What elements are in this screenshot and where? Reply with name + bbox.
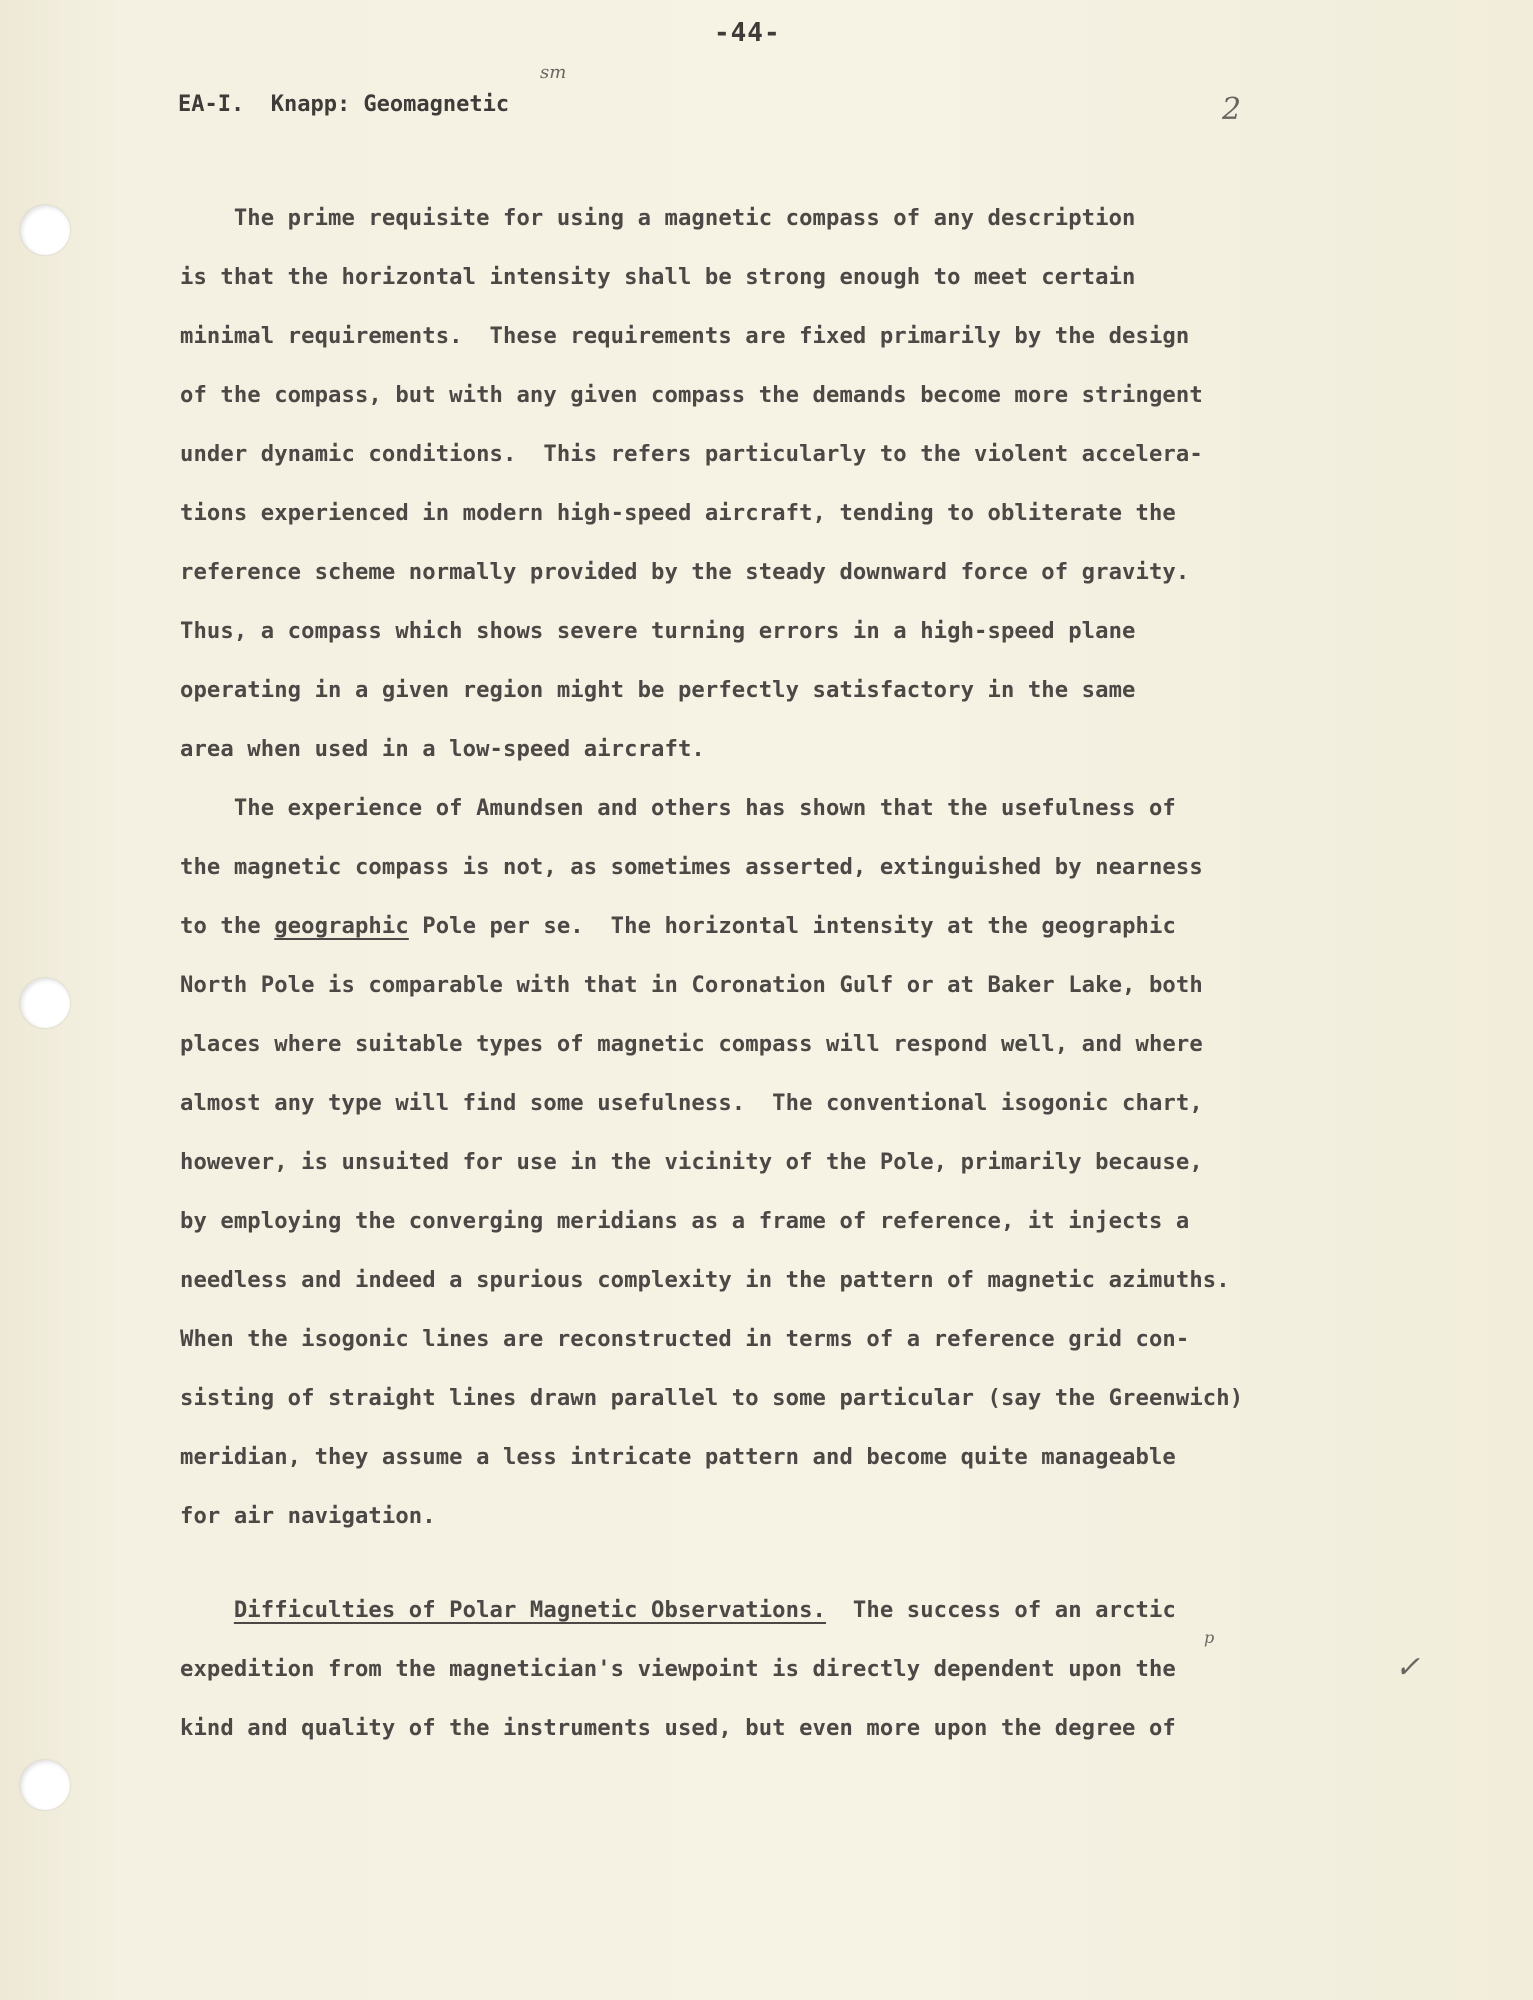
text-line: kind and quality of the instruments used, but even more upon the degree of	[180, 1715, 1176, 1741]
margin-number: 2	[1222, 92, 1242, 127]
underlined-word: geographic	[274, 913, 409, 939]
handwritten-insert: sm	[540, 62, 567, 83]
text-line: The experience of Amundsen and others has shown that the usefulness of	[180, 795, 1176, 821]
text-line: by employing the converging meridians as a frame of reference, it injects a	[180, 1208, 1190, 1234]
text-line: minimal requirements. These requirements are fixed primarily by the design	[180, 323, 1190, 349]
text-line: almost any type will find some usefulness. The conventional isogonic chart,	[180, 1090, 1203, 1116]
document-header: EA-I. Knapp: Geomagnetic	[178, 92, 510, 117]
text-line: area when used in a low-speed aircraft.	[180, 736, 705, 762]
text-line: meridian, they assume a less intricate pattern and become quite manageable	[180, 1444, 1176, 1470]
text-line: reference scheme normally provided by the steady downward force of gravity.	[180, 559, 1190, 585]
text-line: needless and indeed a spurious complexity in the pattern of magnetic azimuths.	[180, 1267, 1230, 1293]
text-line: operating in a given region might be perfectly satisfactory in the same	[180, 677, 1136, 703]
text-line	[180, 1597, 1176, 1623]
text-line: the magnetic compass is not, as sometimes asserted, extinguished by nearness	[180, 854, 1203, 880]
text-line: When the isogonic lines are reconstructed in terms of a reference grid con-	[180, 1326, 1190, 1352]
text-line: under dynamic conditions. This refers particularly to the violent accelera-	[180, 441, 1203, 467]
text-line: places where suitable types of magnetic compass will respond well, and where	[180, 1031, 1203, 1057]
text-line: is that the horizontal intensity shall be strong enough to meet certain	[180, 264, 1136, 290]
section-heading: Difficulties of Polar Magnetic Observations.	[233, 1597, 826, 1623]
text-segment	[180, 1597, 234, 1623]
text-segment: Pole per se. The horizontal intensity at the geographic	[408, 913, 1176, 939]
punch-hole	[20, 1760, 70, 1810]
text-line: expedition from the magnetician's viewpoint is directly dependent upon the	[180, 1656, 1176, 1682]
text-line: of the compass, but with any given compass the demands become more stringent	[180, 382, 1203, 408]
text-line	[180, 913, 1176, 939]
caret-insert: p	[1204, 1628, 1215, 1647]
margin-check: ✓	[1395, 1650, 1421, 1685]
text-segment: to the	[180, 913, 275, 939]
page-number: -44-	[714, 18, 781, 48]
text-line: sisting of straight lines drawn parallel to some particular (say the Greenwich)	[180, 1385, 1244, 1411]
text-line: however, is unsuited for use in the vicinity of the Pole, primarily because,	[180, 1149, 1203, 1175]
text-line: tions experienced in modern high-speed aircraft, tending to obliterate the	[180, 500, 1176, 526]
text-segment: The success of an arctic	[826, 1597, 1176, 1623]
text-line: for air navigation.	[180, 1503, 436, 1529]
text-line: The prime requisite for using a magnetic compass of any description	[180, 205, 1136, 231]
punch-hole	[20, 205, 70, 255]
text-line: North Pole is comparable with that in Coronation Gulf or at Baker Lake, both	[180, 972, 1203, 998]
punch-hole	[20, 978, 70, 1028]
text-line: Thus, a compass which shows severe turning errors in a high-speed plane	[180, 618, 1136, 644]
